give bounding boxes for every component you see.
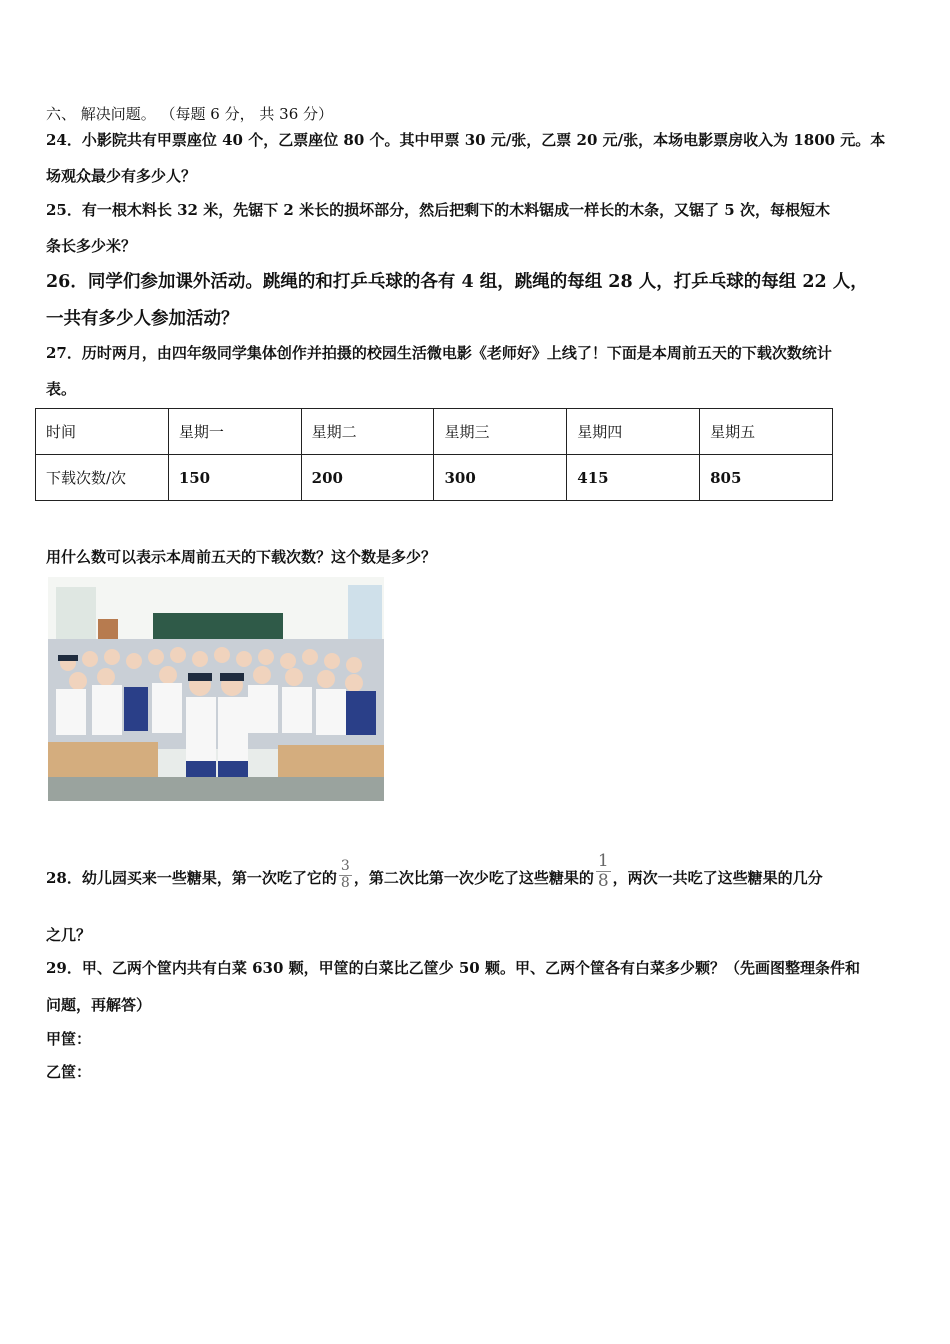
question-27-prompt: 用什么数可以表示本周前五天的下载次数？这个数是多少？ (46, 548, 437, 566)
table-cell: 805 (700, 455, 833, 501)
table-cell: 415 (567, 455, 700, 501)
question-25-line1: 25．有一根木料长 32 米，先锯下 2 米长的损坏部分，然后把剩下的木料锯成一样长的木条，又锯了 5 次，每根短木 (46, 201, 830, 219)
question-29-line1: 29．甲、乙两个筐内共有白菜 630 颗，甲筐的白菜比乙筐少 50 颗。甲、乙两个筐各有白菜多少颗？（先画图整理条件和 (46, 959, 860, 977)
basket-a-label: 甲筐： (46, 1030, 92, 1048)
fraction-denominator: 8 (340, 874, 350, 891)
question-28-line1 (46, 851, 823, 898)
question-29-line2: 问题，再解答） (46, 996, 152, 1014)
table-cell: 星期五 (700, 409, 833, 455)
fraction-denominator: 8 (597, 870, 609, 891)
basket-b-label: 乙筐： (46, 1063, 92, 1081)
download-count-table (35, 408, 833, 501)
question-25-line2: 条长多少米？ (46, 237, 137, 255)
table-header-row (36, 409, 833, 455)
table-cell: 下载次数/次 (36, 455, 169, 501)
fraction-three-eighths (339, 859, 352, 891)
fraction-numerator: 3 (340, 858, 350, 875)
question-26-line1: 26．同学们参加课外活动。跳绳的和打乒乓球的各有 4 组，跳绳的每组 28 人，打乒乓球的每组 22 人， (46, 272, 868, 292)
table-cell: 150 (168, 455, 301, 501)
question-28-line2: 之几？ (46, 926, 92, 944)
table-cell: 星期三 (434, 409, 567, 455)
question-28-text-part1: 28．幼儿园买来一些糖果，第一次吃了它的 (46, 869, 337, 888)
table-cell: 200 (301, 455, 434, 501)
question-27-line1: 27．历时两月，由四年级同学集体创作并拍摄的校园生活微电影《老师好》上线了！下面是本周前五天的下载次数统计 (46, 344, 832, 362)
question-26-line2: 一共有多少人参加活动？ (46, 309, 239, 329)
question-28-text-part3: ，两次一共吃了这些糖果的几分 (612, 869, 823, 888)
table-cell: 时间 (36, 409, 169, 455)
table-cell: 星期一 (168, 409, 301, 455)
section-header: 六、 解决问题。 （每题 6 分， 共 36 分） (46, 105, 334, 123)
table-cell: 星期二 (301, 409, 434, 455)
question-28-text-part2: ，第二次比第一次少吃了这些糖果的 (353, 869, 594, 888)
fraction-numerator: 1 (597, 851, 609, 871)
classroom-photo (48, 577, 384, 801)
table-cell: 星期四 (567, 409, 700, 455)
question-24-line2: 场观众最少有多少人？ (46, 167, 197, 185)
question-27-line2: 表。 (46, 380, 77, 398)
fraction-one-eighth (596, 852, 611, 890)
table-row (36, 455, 833, 501)
table-cell: 300 (434, 455, 567, 501)
question-24-line1: 24．小影院共有甲票座位 40 个，乙票座位 80 个。其中甲票 30 元/张，乙票 20 元/张，本场电影票房收入为 1800 元。本 (46, 131, 886, 149)
